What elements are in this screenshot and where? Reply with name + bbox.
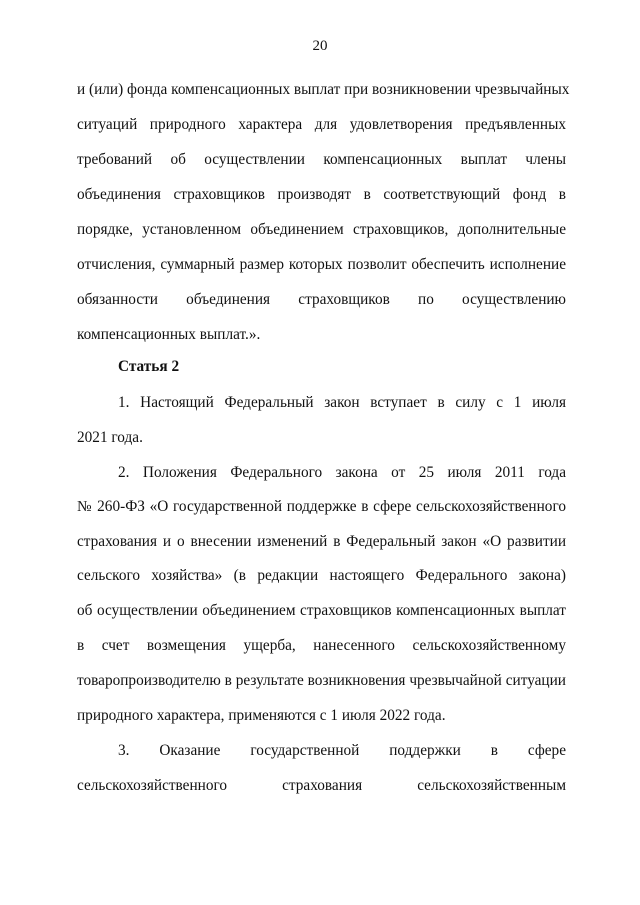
text-line: и (или) фонда компенсационных выплат при возникновении чрезвычайных [77, 81, 570, 98]
text-line: требований об осуществлении компенсационных выплат члены [77, 151, 566, 168]
text-line: сельского хозяйства» (в редакции настоящего Федерального закона) [77, 567, 566, 584]
text-line: страхования и о внесении изменений в Федеральный закон «О развитии [77, 533, 566, 550]
text-line: сельскохозяйственного страхования сельскохозяйственным [77, 777, 566, 794]
text-line: в счет возмещения ущерба, нанесенного сельскохозяйственному [77, 637, 566, 654]
text-line: 2021 года. [77, 429, 143, 446]
article-heading: Статья 2 [118, 358, 180, 375]
text-line: компенсационных выплат.». [77, 326, 261, 343]
text-line: № 260-ФЗ «О государственной поддержке в сфере сельскохозяйственного [77, 498, 566, 515]
text-line: объединения страховщиков производят в соответствующий фонд в [77, 186, 566, 203]
text-line: отчисления, суммарный размер которых позволит обеспечить исполнение [77, 256, 566, 273]
text-line: порядке, установленном объединением страховщиков, дополнительные [77, 221, 566, 238]
page-number: 20 [312, 38, 328, 54]
text-line: 2. Положения Федерального закона от 25 июля 2011 года [118, 464, 566, 481]
text-line: об осуществлении объединением страховщиков компенсационных выплат [77, 602, 566, 619]
text-line: природного характера, применяются с 1 июля 2022 года. [77, 707, 446, 724]
text-line: 3. Оказание государственной поддержки в сфере [118, 742, 566, 759]
text-line: ситуаций природного характера для удовлетворения предъявленных [77, 116, 566, 133]
text-line: 1. Настоящий Федеральный закон вступает в силу с 1 июля [118, 394, 566, 411]
text-line: обязанности объединения страховщиков по осуществлению [77, 291, 566, 308]
text-line: товаропроизводителю в результате возникновения чрезвычайной ситуации [77, 672, 566, 689]
